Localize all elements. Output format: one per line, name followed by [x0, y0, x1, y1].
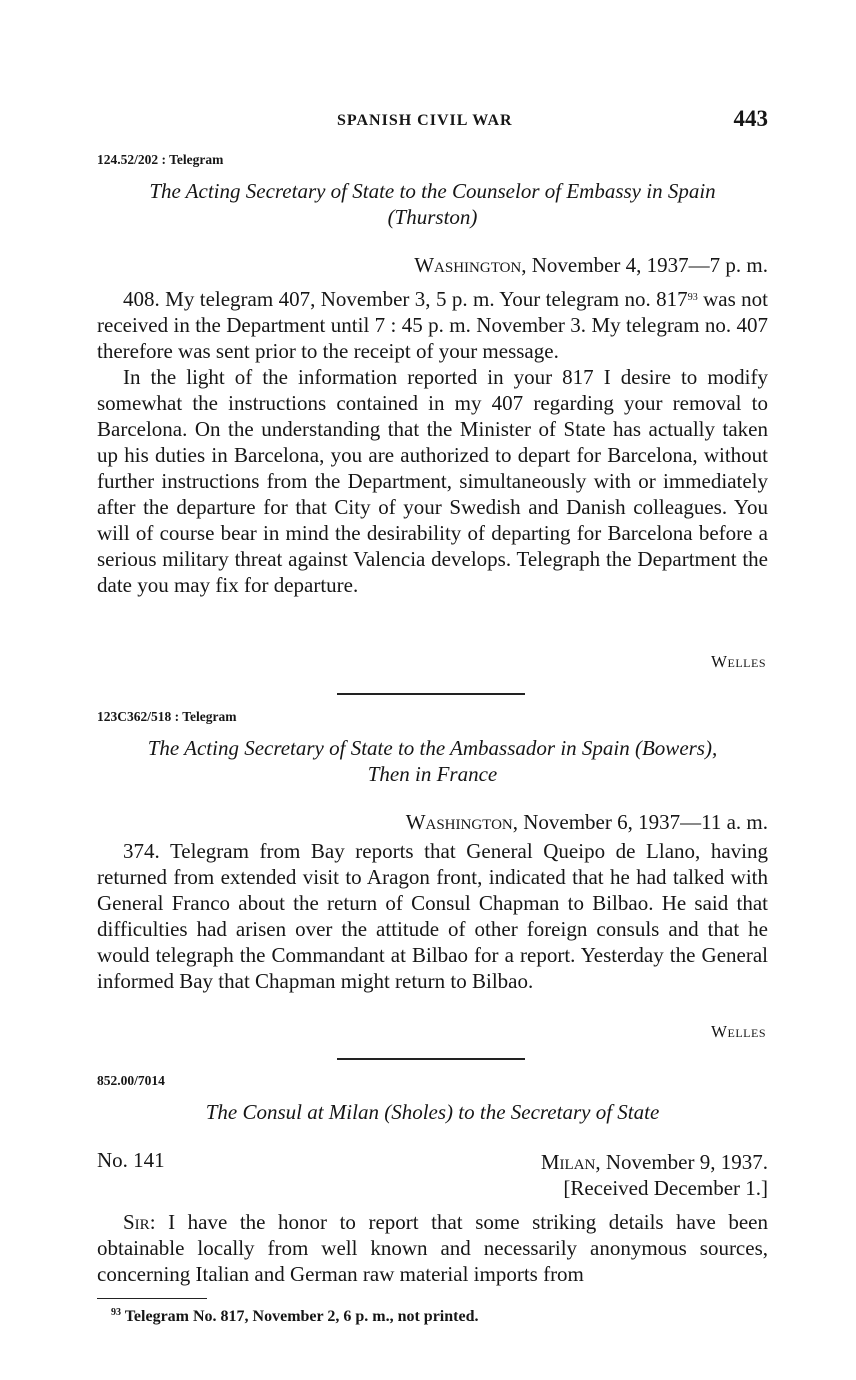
footnote-divider: [97, 1298, 207, 1299]
signature: Welles: [710, 652, 766, 671]
document-body: [97, 838, 768, 994]
heading-line: The Acting Secretary of State to the Counselor of Embassy in Spain: [149, 179, 716, 203]
footnote-reference: 93: [687, 292, 698, 303]
dateline-date: , November 4, 1937—7 p. m.: [521, 253, 768, 277]
dateline: [97, 809, 768, 835]
footnote-mark: 93: [111, 1307, 121, 1318]
paragraph: [97, 1209, 768, 1287]
received-date: [Received December 1.]: [563, 1176, 768, 1200]
paragraph: [97, 286, 768, 364]
footnote-text: Telegram No. 817, November 2, 6 p. m., not printed.: [121, 1308, 479, 1325]
file-reference: 852.00/7014: [97, 1073, 165, 1088]
document-heading: [97, 735, 768, 787]
document-heading: [97, 178, 768, 230]
salutation: Sir: [123, 1210, 150, 1234]
dateline-place: Milan: [540, 1150, 596, 1174]
section-divider: [337, 693, 525, 695]
page-number: 443: [733, 106, 768, 131]
dateline: [97, 1149, 768, 1175]
despatch-number: No. 141: [97, 1148, 165, 1172]
footnote: [111, 1308, 478, 1326]
paragraph-text: : I have the honor to report that some striking details have been obtainable locally from well known and necessarily anonymous sources, concerning Italian and German raw material imports from: [97, 1210, 768, 1286]
document-heading: The Consul at Milan (Sholes) to the Secretary of State: [205, 1100, 660, 1124]
dateline-date: , November 9, 1937.: [595, 1150, 768, 1174]
paragraph-text: 408. My telegram 407, November 3, 5 p. m. Your telegram no. 817: [123, 287, 688, 311]
heading-line: (Thurston): [387, 205, 478, 229]
document-body: [97, 1209, 768, 1287]
signature: Welles: [710, 1022, 766, 1041]
heading-line: Then in France: [367, 762, 498, 786]
running-head: [97, 106, 768, 136]
document-page: [97, 0, 768, 1380]
section-divider: [337, 1058, 525, 1060]
dateline-date: , November 6, 1937—11 a. m.: [512, 810, 768, 834]
heading-line: The Acting Secretary of State to the Ambassador in Spain (Bowers),: [147, 736, 718, 760]
dateline-place: Washington: [414, 253, 522, 277]
paragraph: 374. Telegram from Bay reports that General Queipo de Llano, having returned from extended visit to Aragon front, indicated that he had talked with General Franco about the return of Consul Chapman to Bilbao. He said that difficulties had arisen over the attitude of other foreign consuls and that he would telegraph the Commandant at Bilbao for a report. Yesterday the General informed Bay that Chapman might return to Bilbao.: [97, 839, 768, 993]
running-title: SPANISH CIVIL WAR: [337, 112, 513, 129]
paragraph: In the light of the information reported in your 817 I desire to modify somewhat the instructions contained in my 407 regarding your removal to Barcelona. On the understanding that the Minister of State has actually taken up his duties in Barcelona, you are authorized to depart for Barcelona, without further instructions from the Department, simultaneously with or immediately after the departure for that City of your Swedish and Danish colleagues. You will of course bear in mind the desirability of departing for Barcelona before a serious military threat against Valencia develops. Telegraph the Department the date you may fix for departure.: [97, 365, 768, 597]
dateline-place: Washington: [405, 810, 513, 834]
dateline: [97, 252, 768, 278]
document-body: [97, 286, 768, 598]
file-reference: 123C362/518 : Telegram: [97, 709, 237, 724]
file-reference: 124.52/202 : Telegram: [97, 152, 224, 167]
paragraph-text: was not received in the Department until 7 : 45 p. m. November 3. My telegram no. 407 therefore was sent prior to the receipt of your message.: [97, 287, 768, 363]
